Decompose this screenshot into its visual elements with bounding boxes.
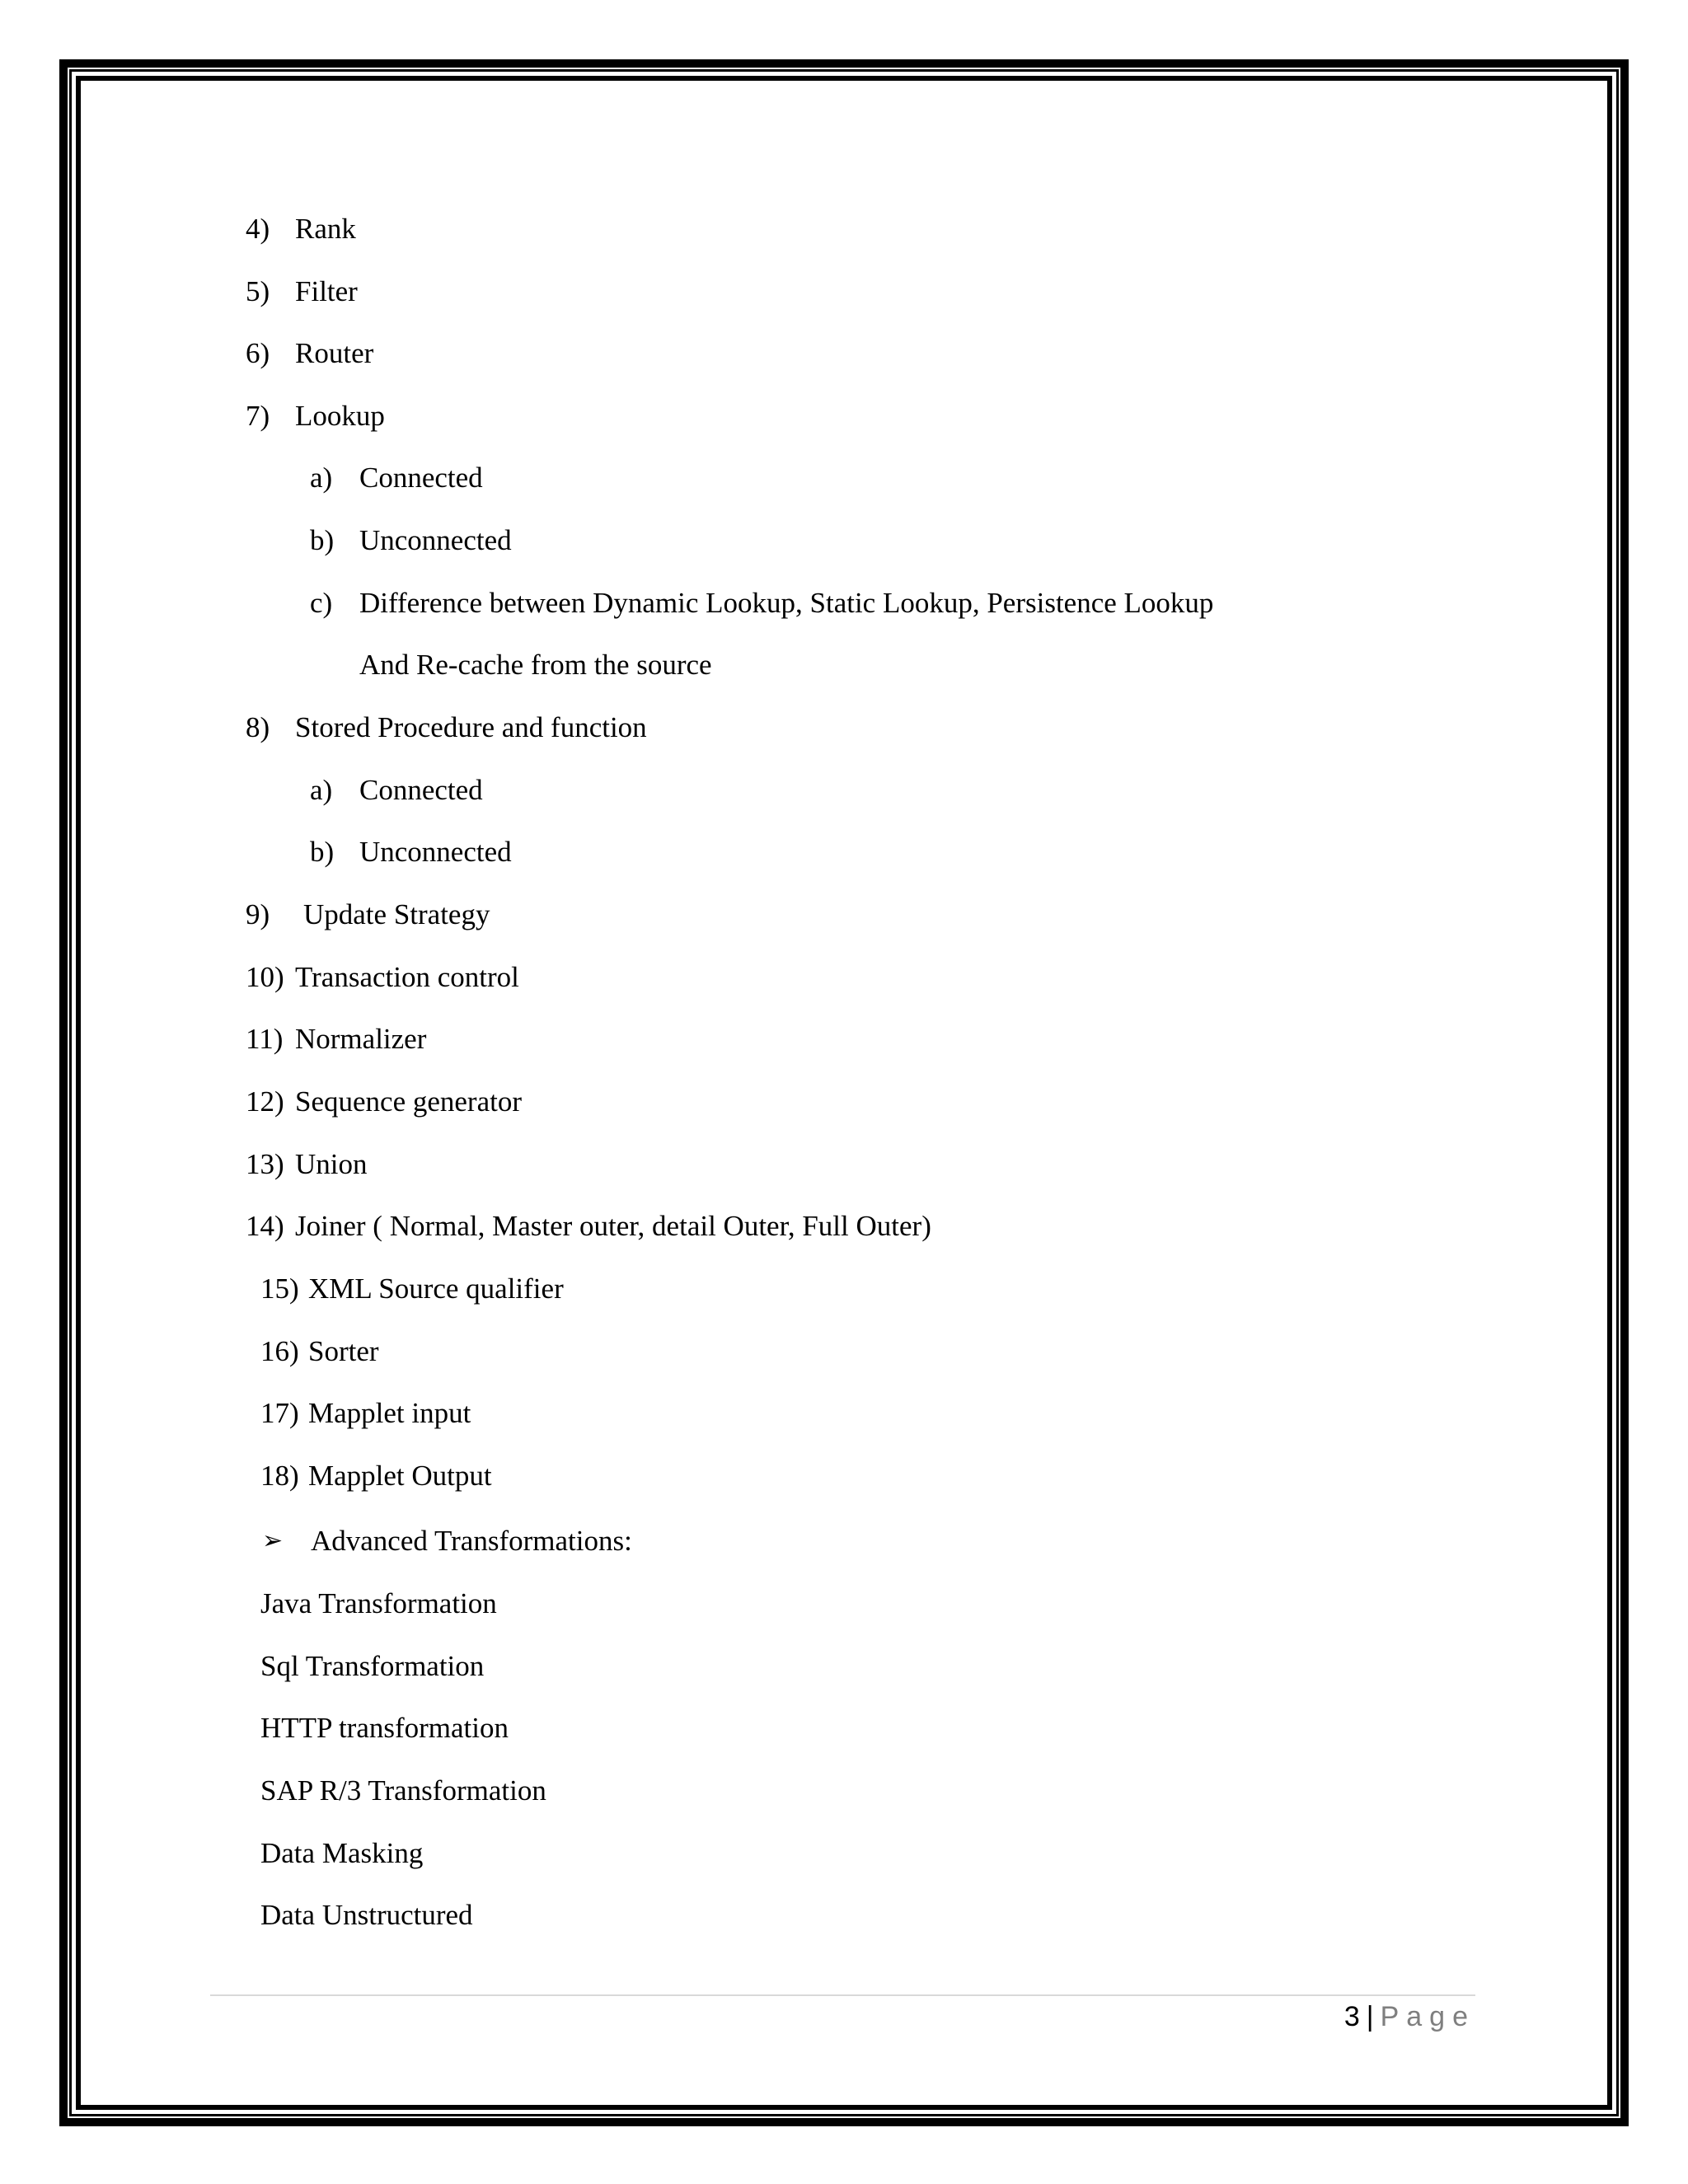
item-text: HTTP transformation [260,1712,509,1744]
item-text: Unconnected [359,836,512,868]
item-text: Mapplet Output [308,1460,492,1492]
item-text: Connected [359,462,483,494]
item-number: 13) [246,1148,284,1180]
item-text: Sequence generator [295,1085,522,1118]
item-text: Difference between Dynamic Lookup, Static Lookup, Persistence Lookup [359,587,1214,619]
item-number: 18) [260,1460,299,1492]
item-text: Mapplet input [308,1397,471,1429]
item-text: Sql Transformation [260,1650,485,1682]
item-text: Data Unstructured [260,1899,473,1931]
item-text: SAP R/3 Transformation [260,1774,546,1807]
item-number: 11) [246,1023,284,1055]
item-number: 15) [260,1272,299,1305]
item-number: 8) [246,711,270,743]
item-text: And Re-cache from the source [359,649,712,681]
item-text: Rank [295,213,356,245]
item-number: 14) [246,1210,284,1242]
item-text: Union [295,1148,368,1180]
item-number: 12) [246,1085,284,1118]
item-text: Unconnected [359,524,512,556]
item-text: Connected [359,774,483,806]
item-number: a) [310,774,333,806]
item-text: Router [295,337,374,369]
item-number: a) [310,462,333,494]
item-number: 17) [260,1397,299,1429]
item-text: Data Masking [260,1837,424,1869]
item-text: Sorter [308,1335,379,1367]
item-text: Joiner ( Normal, Master outer, detail Outer, Full Outer) [295,1210,931,1242]
item-number: 4) [246,213,270,245]
item-text: Normalizer [295,1023,427,1055]
item-text: Lookup [295,400,385,432]
item-number: b) [310,524,335,556]
item-number: b) [310,836,335,868]
item-number: 5) [246,275,270,307]
page-number: 3 [1343,2001,1360,2032]
item-text: Filter [295,275,358,307]
footer-rule [210,1994,1475,1996]
item-number: 10) [246,961,284,993]
item-number: 9) [246,898,270,930]
item-number: c) [310,587,333,619]
arrowhead-bullet-icon: ➢ [262,1526,284,1555]
section-heading: Advanced Transformations: [311,1525,632,1557]
item-number: 7) [246,400,270,432]
item-text: Update Strategy [303,898,490,930]
item-number: 6) [246,337,270,369]
page-footer [1344,1996,1475,2037]
item-text: Stored Procedure and function [295,711,647,743]
item-text: Java Transformation [260,1587,497,1619]
item-number: 16) [260,1335,299,1367]
page-label: Page [1380,2001,1475,2032]
item-text: XML Source qualifier [308,1272,564,1305]
footer-separator: | [1366,2001,1374,2032]
item-text: Transaction control [295,961,519,993]
